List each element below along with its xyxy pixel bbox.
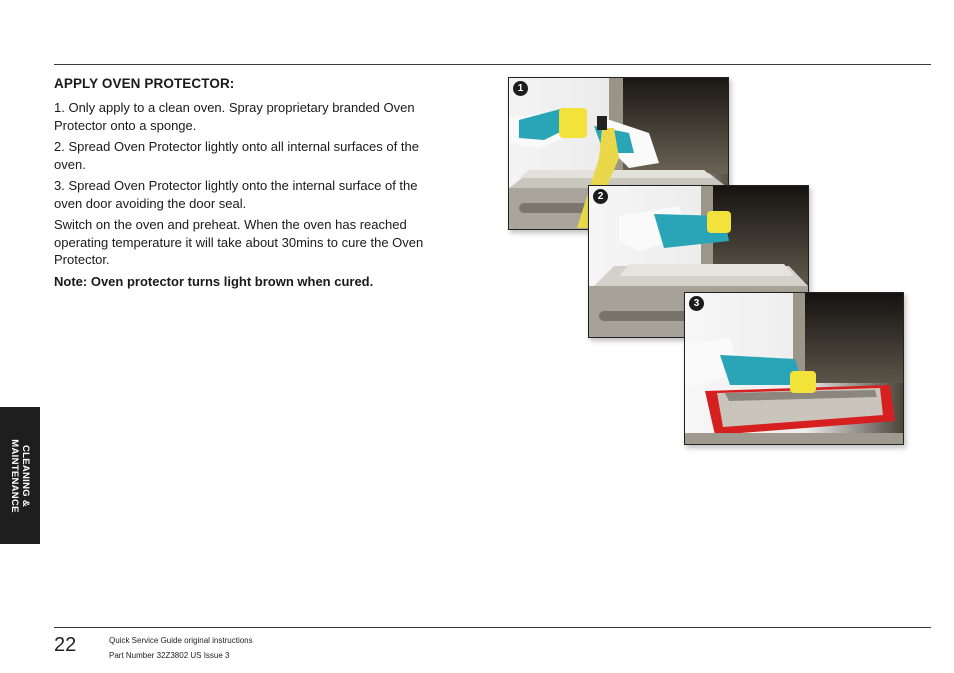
cure-note: Note: Oven protector turns light brown when cured. [54, 273, 374, 289]
side-tab-label: CLEANING & MAINTENANCE [9, 438, 31, 513]
step-3-text: 3. Spread Oven Protector lightly onto the internal surface of the oven door avoiding the door seal. [54, 178, 418, 211]
section-side-tab [0, 407, 40, 544]
spread-door-illustration [685, 293, 903, 444]
bottom-rule [54, 627, 931, 628]
footer-guide-title: Quick Service Guide original instructions [109, 636, 253, 645]
step-3-badge: 3 [689, 296, 704, 311]
preheat-text: Switch on the oven and preheat. When the oven has reached operating temperature it will take about 30mins to cure the Oven Protector. [54, 217, 424, 267]
step-2-text: 2. Spread Oven Protector lightly onto all internal surfaces of the oven. [54, 139, 419, 172]
step-1-badge: 1 [513, 81, 528, 96]
step-1-text: 1. Only apply to a clean oven. Spray proprietary branded Oven Protector onto a sponge. [54, 100, 415, 133]
step-2-badge: 2 [593, 189, 608, 204]
step-3-photo [684, 292, 904, 445]
instruction-section [54, 76, 426, 290]
footer-part-number: Part Number 32Z3802 US Issue 3 [109, 651, 230, 660]
top-rule [54, 64, 931, 65]
page-number: 22 [54, 634, 77, 656]
section-heading: APPLY OVEN PROTECTOR: [54, 76, 235, 91]
